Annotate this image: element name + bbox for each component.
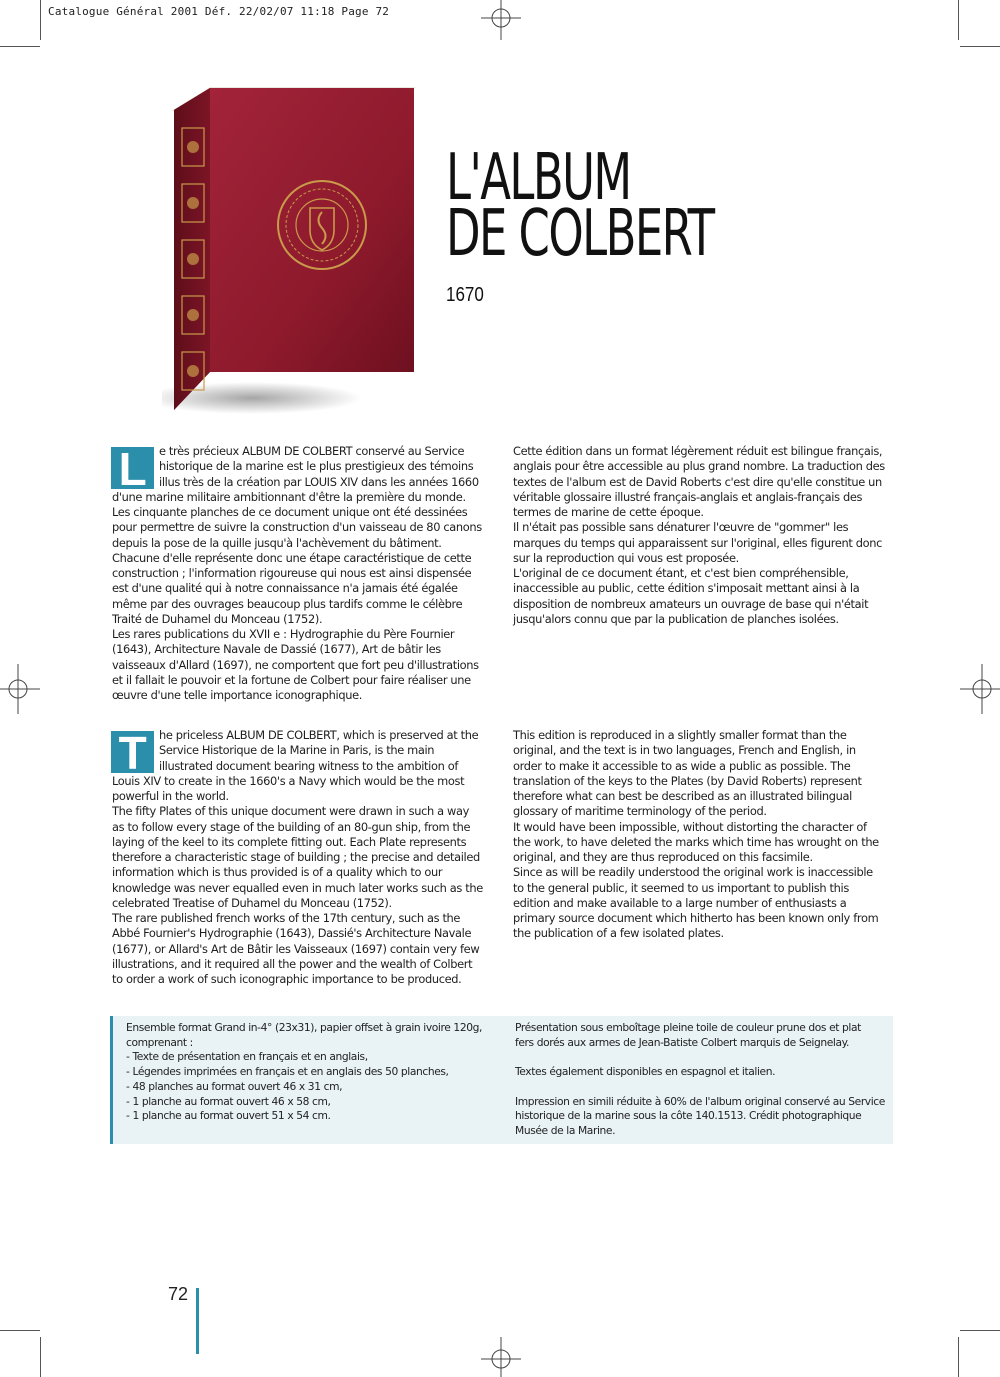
registration-mark-left <box>0 664 40 714</box>
paragraph: It would have been impossible, without distorting the character of the work, to have deleted the marks which time has wrought on the original, and they are thus reproduced on this facsimile. <box>513 819 879 864</box>
page-number: 72 <box>168 1284 189 1304</box>
year-label: 1670 <box>446 284 484 306</box>
spec-line: comprenant : <box>126 1035 193 1049</box>
spec-line: - 1 planche au format ouvert 46 x 58 cm, <box>126 1094 331 1108</box>
specs-left <box>126 1021 482 1124</box>
registration-mark-bottom <box>476 1337 526 1377</box>
french-text-left <box>112 444 484 703</box>
spec-line: Textes également disponibles en espagnol et italien. <box>515 1065 776 1079</box>
paragraph: The fifty Plates of this unique document were drawn in such a way as to follow every stage of the building of an 80-gun ship, from the laying of the keel to its complete fitting out. Each Plate represents therefore a characteristic stage of building ; the precise and detailed information which is thus provided is of a quality which to our knowledge was never equalled even in much later works such as the celebrated Treatise of Duhamel du Monceau (1752). <box>112 804 483 910</box>
drop-cap: L <box>111 447 154 489</box>
spec-line: historique de la marine sous la côte 140.1513. Crédit photographique <box>515 1109 862 1123</box>
title-line-2: DE COLBERT <box>446 197 714 271</box>
paragraph: Since as will be readily understood the original work is inaccessible to the general public, it seemed to us important to publish this edition and make available to a large number of enthusiasts a primary source document which hitherto has been known only from the publication of a few isolated plates. <box>513 865 879 941</box>
specs-right <box>515 1021 885 1139</box>
paragraph: Les cinquante planches de ce document unique ont été dessinées pour permettre de suivre la construction d'un vaisseau de 80 canons depuis la pose de la quille jusqu'à l'achèvement du bâtiment. Chacune d'elle représente donc une étape caractéristique de cette construction ; l'information rigoureuse qui nous est ainsi dispensée est d'une qualité qui à notre connaissance n'a jamais été égalée même par des ouvrages beaucoup plus tardifs comme le célèbre Traité de Duhamel du Monceau (1752). <box>112 505 482 626</box>
spec-line: Impression en simili réduite à 60% de l'album original conservé au Service <box>515 1094 885 1108</box>
printer-slug: Catalogue Général 2001 Déf. 22/02/07 11:18 Page 72 <box>48 5 390 18</box>
spec-line: Ensemble format Grand in-4° (23x31), papier offset à grain ivoire 120g, <box>126 1021 483 1034</box>
spec-line: - 48 planches au format ouvert 46 x 31 cm, <box>126 1079 343 1093</box>
specifications-box <box>110 1016 893 1144</box>
paragraph: Cette édition dans un format légèrement réduit est bilingue français, anglais pour être accessible au plus grand nombre. La traduction des textes de l'album est de David Roberts c'est dire qu'elle constitue un véritable glossaire illustré français-anglais et anglais-français des termes de marine de cette époque. <box>513 444 885 519</box>
spec-line: - 1 planche au format ouvert 51 x 54 cm. <box>126 1109 331 1123</box>
spec-line: fers dorés aux armes de Jean-Batiste Colbert marquis de Seignelay. <box>515 1035 850 1049</box>
paragraph: Les rares publications du XVII e : Hydrographie du Père Fournier (1643), Architecture Navale de Dassié (1677), Art de bâtir les vaisseaux d'Allard (1697), ne comportent que fort peu d'illustrations et il fallait le pouvoir et la fortune de Colbert pour faire réaliser une œuvre d'une telle importance iconographique. <box>112 627 479 702</box>
english-text-right <box>513 728 885 942</box>
paragraph: e très précieux ALBUM DE COLBERT conservé au Service historique de la marine est le plus prestigieux des témoins illus très de la création par LOUIS XIV dans les années 1660 d'une marine militaire ambitionnant d'être la première du monde. <box>112 444 479 504</box>
title-line-1: L'ALBUM <box>446 141 631 215</box>
page-number-bar <box>196 1288 199 1354</box>
spec-line: - Texte de présentation en français et en anglais, <box>126 1050 368 1064</box>
spec-line: Présentation sous emboîtage pleine toile de couleur prune dos et plat <box>515 1021 861 1034</box>
paragraph: This edition is reproduced in a slightly smaller format than the original, and the text is in two languages, French and English, in order to make it accessible to as wide a public as possible. The translation of the keys to the Plates (by David Roberts) represent therefore what can best be described as an illustrated bilingual glossary of maritime terminology of the period. <box>513 728 862 819</box>
book-cover-image <box>162 80 422 420</box>
spec-line <box>515 1050 885 1065</box>
paragraph: Il n'était pas possible sans dénaturer l'œuvre de "gommer" les marques du temps qui apparaissent sur l'original, elles figurent donc sur la reproduction qui vous est proposée. <box>513 520 883 565</box>
spec-line: - Légendes imprimées en français et en anglais des 50 planches, <box>126 1065 449 1079</box>
page-title <box>446 141 714 271</box>
paragraph: The rare published french works of the 17th century, such as the Abbé Fournier's Hydrographie (1643), Dassié's Architecture Navale (1677), or Allard's Art de Bâtir les Vaisseaux (1697) contain very few illustrations, and it required all the power and the wealth of Colbert to order a work of such iconographic importance to be produced. <box>112 911 480 986</box>
french-text-right <box>513 444 885 627</box>
spec-line <box>515 1080 885 1095</box>
drop-cap: T <box>111 731 154 773</box>
english-text-left <box>112 728 484 987</box>
registration-mark-top <box>476 0 526 40</box>
paragraph: L'original de ce document étant, et c'est bien compréhensible, inaccessible au public, cette édition s'imposait mettant ainsi à la disposition de nombreux amateurs un ouvrage de base qui n'était jusqu'alors connu que par la publication de planches isolées. <box>513 566 869 626</box>
spec-line: Musée de la Marine. <box>515 1123 616 1137</box>
registration-mark-right <box>960 664 1000 714</box>
paragraph: he priceless ALBUM DE COLBERT, which is preserved at the Service Historique de la Marine in Paris, is the main illustrated document bearing witness to the ambition of Louis XIV to create in the 1660's a Navy which would be the most powerful in the world. <box>112 728 479 803</box>
